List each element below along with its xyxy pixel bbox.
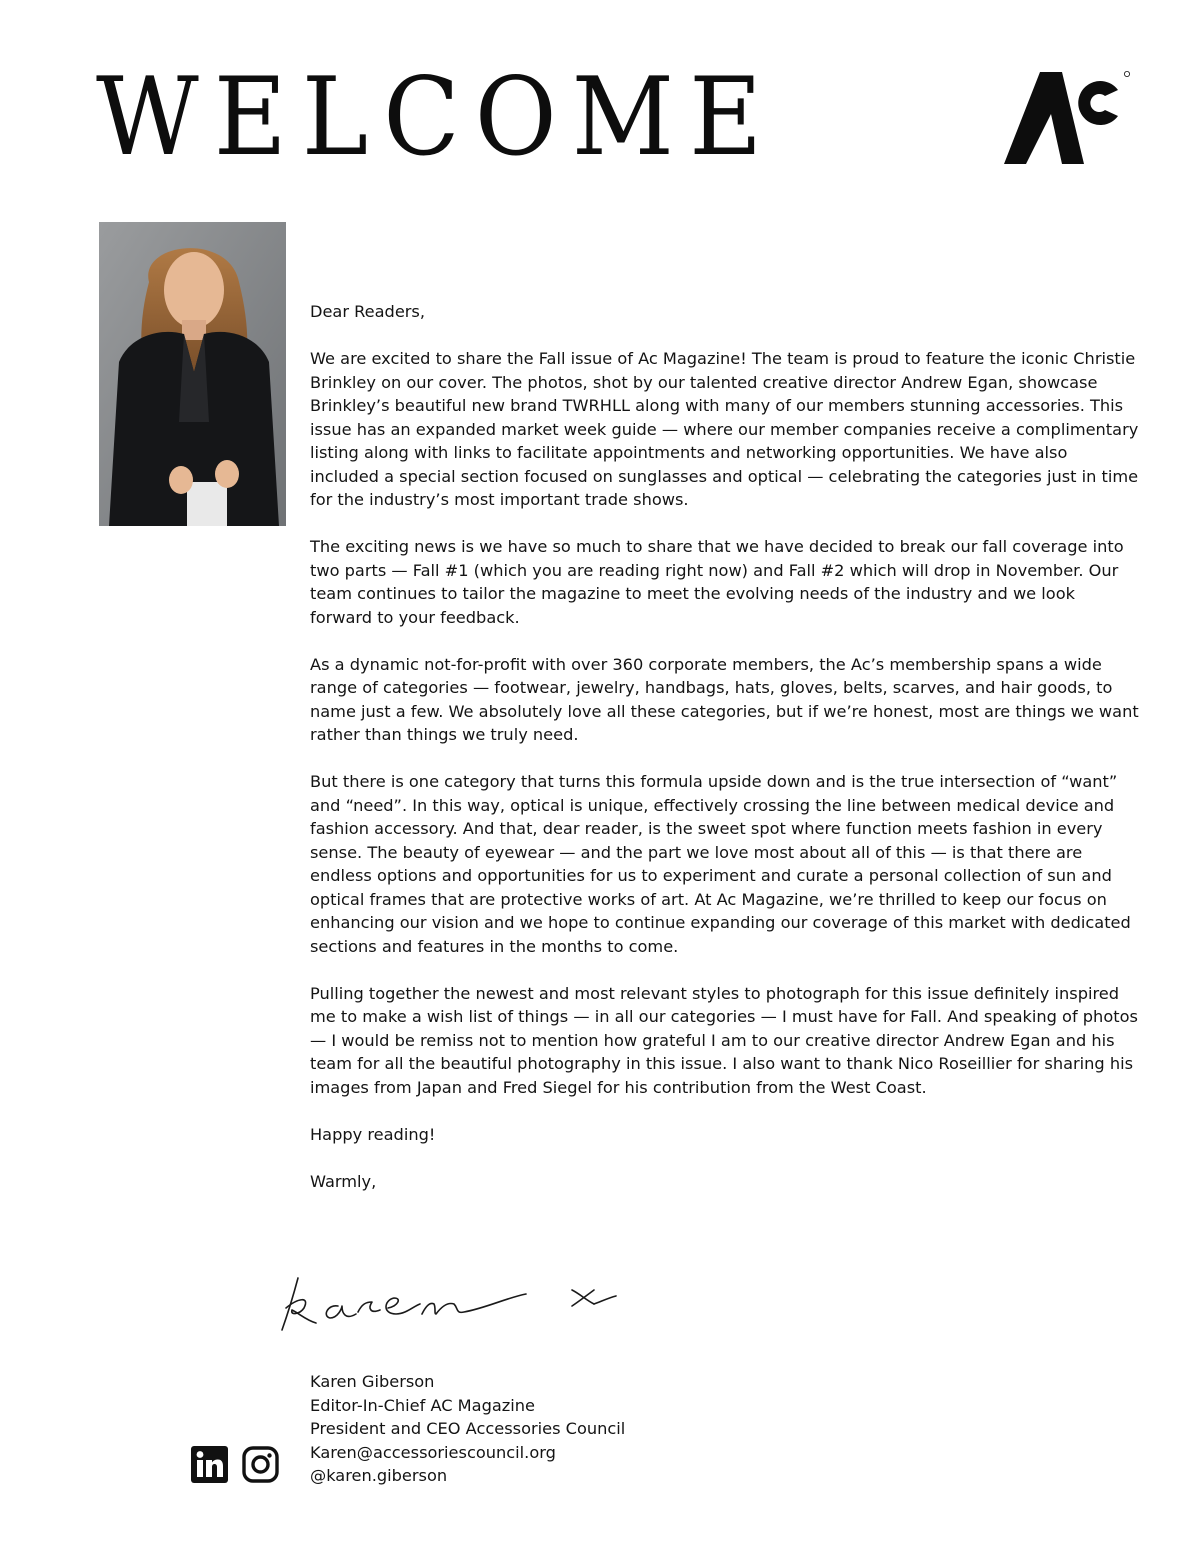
handwritten-signature	[276, 1268, 636, 1338]
linkedin-icon[interactable]	[191, 1446, 228, 1483]
closing-warmly: Warmly,	[310, 1171, 377, 1191]
letter-body	[310, 300, 1140, 1217]
signature-block	[310, 1370, 625, 1488]
author-title-ceo: President and CEO Accessories Council	[310, 1419, 626, 1438]
page-title: WELCOME	[96, 53, 778, 181]
author-handle[interactable]: @karen.giberson	[310, 1466, 448, 1485]
instagram-icon[interactable]	[242, 1446, 279, 1483]
paragraph-4: But there is one category that turns this formula upside down and is the true intersection of “want” and “need”. In this way, optical is unique, effectively crossing the line between medical device and fashion accessory. And that, dear reader, is the sweet spot where function meets fashion in every sense. The beauty of eyewear — and the part we love most about all of this — is that there are endless options and opportunities for us to experiment and curate a personal collection of sun and optical frames that are protective works of art. At Ac Magazine, we’re thrilled to keep our focus on enhancing our vision and we hope to continue expanding our coverage of this market with dedicated sections and features in the months to come.	[310, 772, 1131, 956]
author-name: Karen Giberson	[310, 1372, 435, 1391]
paragraph-1: We are excited to share the Fall issue of Ac Magazine! The team is proud to feature the iconic Christie Brinkley on our cover. The photos, shot by our talented creative director Andrew Egan, showcase Brinkley’s beautiful new brand TWRHLL along with many of our members stunning accessories. This issue has an expanded market week guide — where our member companies receive a complimentary listing along with links to facilitate appointments and networking opportunities. We have also included a special section focused on sunglasses and optical — celebrating the categories just in time for the industry’s most important trade shows.	[310, 349, 1139, 509]
salutation: Dear Readers,	[310, 302, 426, 321]
closing-happy-reading: Happy reading!	[310, 1124, 436, 1144]
author-title-editor: Editor-In-Chief AC Magazine	[310, 1395, 535, 1415]
paragraph-5: Pulling together the newest and most relevant styles to photograph for this issue definitely inspired me to make a wish list of things — in all our categories — I must have for Fall. And speaking of photos — I would be remiss not to mention how grateful I am to our creative director Andrew Egan and his team for all the beautiful photography in this issue. I also want to thank Nico Roseillier for sharing his images from Japan and Fred Siegel for his contribution from the West Coast.	[310, 983, 1138, 1097]
paragraph-2: The exciting news is we have so much to share that we have decided to break our fall coverage into two parts — Fall #1 (which you are reading right now) and Fall #2 which will drop in November. Our team continues to tailor the magazine to meet the evolving needs of the industry and we look forward to your feedback.	[310, 537, 1124, 627]
ac-logo	[1000, 68, 1132, 168]
author-photo	[99, 222, 286, 526]
paragraph-3: As a dynamic not-for-profit with over 360 corporate members, the Ac’s membership spans a wide range of categories — footwear, jewelry, handbags, hats, gloves, belts, scarves, and hair goods, to name just a few. We absolutely love all these categories, but if we’re honest, most are things we want rather than things we truly need.	[310, 654, 1139, 744]
author-email[interactable]: Karen@accessoriescouncil.org	[310, 1442, 556, 1462]
social-links	[191, 1446, 279, 1483]
